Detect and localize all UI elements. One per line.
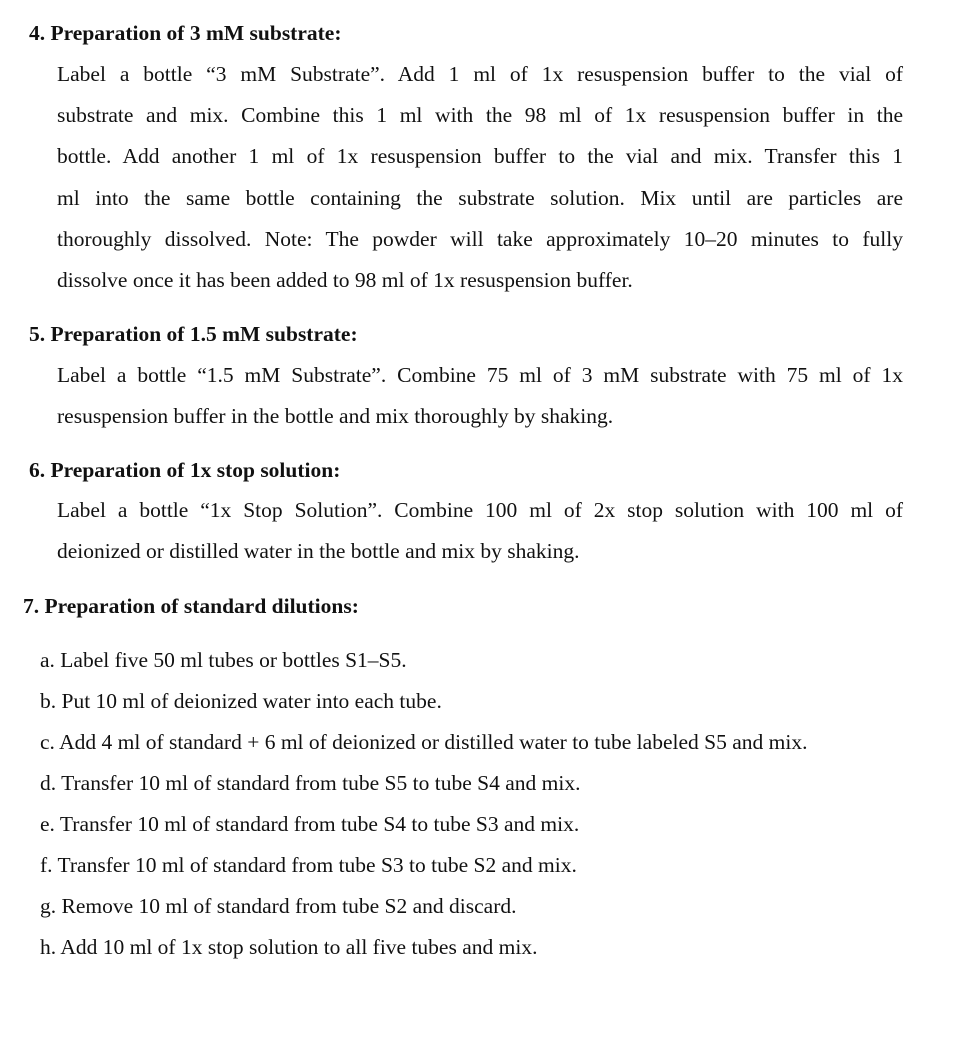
section-6-number: 6. <box>29 458 46 482</box>
dilution-step-g: g. Remove 10 ml of standard from tube S2 and discard. <box>40 894 517 918</box>
section-5-heading <box>29 320 358 348</box>
section-4-title: Preparation of 3 mM substrate <box>50 21 335 45</box>
section-5-paragraph <box>57 355 903 437</box>
section-6-line-1: Label a bottle “1x Stop Solution”. Combine 100 ml of 2x stop solution with 100 ml of <box>57 498 903 522</box>
dilution-step-b: b. Put 10 ml of deionized water into each tube. <box>40 689 442 713</box>
section-5-title: Preparation of 1.5 mM substrate: <box>50 322 358 346</box>
section-6-title: Preparation of 1x stop solution: <box>50 458 341 482</box>
dilution-step-e: e. Transfer 10 ml of standard from tube S4 to tube S3 and mix. <box>40 812 580 836</box>
section-7-heading <box>23 592 359 620</box>
section-7-number: 7. <box>23 594 40 618</box>
section-5-number: 5. <box>29 322 46 346</box>
dilution-step-h: h. Add 10 ml of 1x stop solution to all five tubes and mix. <box>40 935 538 959</box>
section-5-line-2: resuspension buffer in the bottle and mix thoroughly by shaking. <box>57 404 614 429</box>
section-6-line-2: deionized or distilled water in the bottle and mix by shaking. <box>57 539 580 564</box>
dilution-step-a: a. Label five 50 ml tubes or bottles S1–S5. <box>40 648 407 672</box>
section-4-line-3: bottle. Add another 1 ml of 1x resuspension buffer to the vial and mix. Transfer this 1 <box>57 144 903 169</box>
section-5-line-1: Label a bottle “1.5 mM Substrate”. Combine 75 ml of 3 mM substrate with 75 ml of 1x <box>57 363 903 387</box>
section-6-paragraph <box>57 490 903 572</box>
section-4-line-1: Label a bottle “3 mM Substrate”. Add 1 ml of 1x resuspension buffer to the vial of <box>57 62 903 86</box>
section-4-line-5: thoroughly dissolved. Note: The powder will take approximately 10–20 minutes to fully <box>57 226 903 251</box>
section-4-paragraph <box>57 54 903 301</box>
section-7-title-suffix: : <box>351 594 359 618</box>
section-7-title: Preparation of standard dilutions <box>44 594 352 618</box>
section-4-line-6: dissolve once it has been added to 98 ml of 1x resuspension buffer. <box>57 268 633 293</box>
dilution-step-d: d. Transfer 10 ml of standard from tube S5 to tube S4 and mix. <box>40 771 581 795</box>
dilution-step-f: f. Transfer 10 ml of standard from tube S3 to tube S2 and mix. <box>40 853 577 877</box>
section-4-line-2: substrate and mix. Combine this 1 ml with the 98 ml of 1x resuspension buffer in the <box>57 103 903 128</box>
section-4-line-4: ml into the same bottle containing the substrate solution. Mix until are particles are <box>57 185 903 210</box>
section-4-title-suffix: : <box>334 21 342 45</box>
section-4-heading <box>29 19 342 47</box>
dilution-step-c: c. Add 4 ml of standard + 6 ml of deionized or distilled water to tube labeled S5 and mix. <box>40 730 808 754</box>
section-6-heading <box>29 456 340 484</box>
section-4-number: 4. <box>29 21 46 45</box>
